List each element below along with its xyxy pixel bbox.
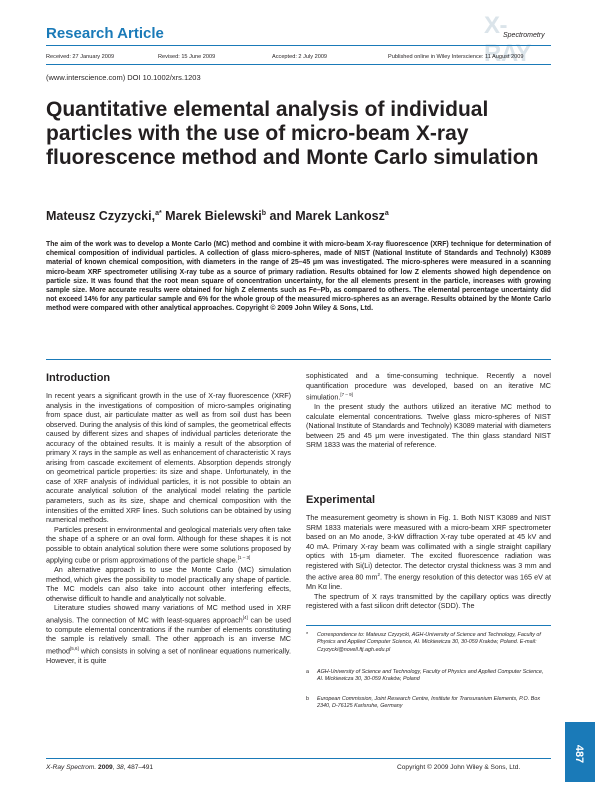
footnote-affiliation-b-text: European Commission, Joint Research Centre, Institute for Transuranium Elements, P.O. Box 2340, D-76125 Karlsruhe, Germany	[317, 696, 541, 710]
superscript: 2	[377, 572, 380, 578]
abstract-rule	[46, 359, 551, 360]
footer-volume: 38	[116, 764, 124, 771]
citation-ref: [1 – 3]	[237, 555, 251, 561]
journal-logo-mark: X-RAY	[484, 12, 531, 67]
introduction-body	[46, 391, 291, 665]
accepted-date: Accepted: 2 July 2009	[272, 54, 328, 60]
citation-ref: [5,6]	[69, 646, 79, 651]
column-2-body	[306, 371, 551, 450]
article-title: Quantitative elemental analysis of individual particles with the use of micro-beam X-ray fluorescence method and Monte Carlo simulation	[46, 98, 539, 169]
intro-paragraph-2	[46, 525, 291, 566]
author-list	[46, 209, 389, 223]
journal-logo-subtitle: Spectrometry	[503, 32, 545, 39]
footnote-marker: *	[306, 632, 309, 638]
intro-paragraph-2-text: Particles present in environmental and geological materials very often take the shape of a sphere or an oval form. Although for these shapes it is not possible to obtain analytical solution there were some solutions proposed by applying cube or prism approximations of the particle shape.	[46, 524, 291, 565]
footer-rule	[46, 758, 551, 759]
footnote-correspondence	[306, 632, 551, 662]
author-3-affil: a	[384, 209, 389, 217]
intro-paragraph-4-text-a: Literature studies showed many variations of MC method used in XRF analysis. The connection of MC with least-squares approach	[46, 603, 291, 625]
received-date: Received: 27 January 2009	[46, 54, 115, 60]
intro-paragraph-6: In the present study the authors utilized an iterative MC method to calculate elemental concentrations. Twelve glass micro-spheres of NIST (National Institute of Standards and Technoly) K3089 material with diameters between 25 and 45 μm were investigated. The thin glass standard NIST SRM 1833 was the material of reference.	[306, 402, 551, 450]
footer-journal: X-Ray Spectrom.	[46, 764, 97, 771]
page-number: 487	[573, 744, 586, 764]
footer-year: 2009	[98, 764, 113, 771]
footnote-correspondence-text: Correspondence to: Mateusz Czyzycki, AGH-University of Science and Technology, Faculty of Physics and Applied Computer Science, Al. Mickiewicza 30, 30-059 Kraków, Poland. E-mail: Czyzycki@novell.ftj.agh.edu.pl	[317, 632, 541, 653]
footnote-affiliation-a	[306, 669, 551, 689]
footnote-marker: b	[306, 696, 309, 702]
experimental-body	[306, 513, 551, 611]
experimental-paragraph-1-text-a: The measurement geometry is shown in Fig. 1. Both NIST K3089 and NIST SRM 1833 materials were measured with a micro-beam XRF spectrometer based on an Mo anode, 3-kW diffraction X-ray tube operated at 45 kV and 40 mA. Primary X-ray beam was collimated with a single straight capillary optics with 15-μm diameter. The excited fluorescence radiation was registered with Si(Li) detector. The detector crystal thickness was 3 mm and the active area 80 mm	[306, 513, 551, 582]
footer-copyright: Copyright © 2009 John Wiley & Sons, Ltd.	[397, 764, 521, 771]
header-rule	[46, 45, 551, 46]
footer-pages: , 487–491	[123, 764, 154, 771]
page-number-tab	[565, 722, 595, 782]
intro-paragraph-4	[46, 603, 291, 665]
footnote-affiliation-b	[306, 696, 551, 716]
author-1-affil: a*	[155, 209, 162, 217]
published-date: Published online in Wiley Interscience: 11 August 2009	[388, 54, 524, 60]
article-type-label: Research Article	[46, 25, 164, 42]
intro-paragraph-3: An alternative approach is to use the Monte Carlo (MC) simulation method, which gives the possibility to model practically any shape of particle. The MC models can also take into account other interfering effects, otherwise difficult to handle and analytically not solvable.	[46, 565, 291, 603]
experimental-paragraph-1-text-b: . The energy resolution of this detector was 165 eV at Mn Kα line.	[306, 572, 551, 592]
experimental-paragraph-2: The spectrum of X rays transmitted by the capillary optics was directly registered with a fast silicon drift detector (SDD). The	[306, 591, 551, 611]
doi-line: (www.interscience.com) DOI 10.1002/xrs.1203	[46, 73, 201, 82]
revised-date: Revised: 15 June 2009	[158, 54, 216, 60]
footnote-rule	[306, 625, 551, 626]
section-heading-introduction: Introduction	[46, 372, 111, 384]
footer-citation: X-Ray Spectrom. 2009, 38, 487–491	[46, 764, 154, 771]
intro-paragraph-4-text-c: which consists in solving a set of nonlinear equations numerically. However, it is quite	[46, 646, 291, 665]
citation-ref: [7 – 9]	[340, 392, 353, 398]
author-3: and Marek Lankosz	[266, 209, 385, 223]
intro-paragraph-1: In recent years a significant growth in the use of X-ray fluorescence (XRF) analysis in the investigations of composition of micro-samples originating from space dust, air particulate matter as well as from soil dust has been observed. During the analysis of this kind of samples, the geometrical effects caused by different sizes and shapes of individual particles deteriorate the accuracy of the obtained results. It is mainly a result of the absorption of primary X rays in the sample as well as enhancement of characteristic X rays arising from cascade excitement of elements. Absorption depends strongly on geometrical particle properties: its size and shape. Unfortunately, in the case of XRF analysis of individual particles, it is not possible to obtain an accurate analytical solution of the analytical model relating the particle parameters, such as its size, shape and chemical composition with the intensities of the emitted XRF lines. Such solutions can be obtained by using numerical methods.	[46, 391, 291, 525]
dates-rule	[46, 64, 551, 65]
citation-ref: [4]	[242, 614, 248, 620]
intro-paragraph-4-text-b: can be used to compute elemental concentrations if the number of elements constituting the sample is relatively small. The other approach is an inverse MC method	[46, 615, 291, 656]
experimental-paragraph-1	[306, 513, 551, 592]
author-2-affil: b	[261, 209, 267, 217]
intro-paragraph-5	[306, 371, 551, 402]
author-1: Mateusz Czyzycki,	[46, 209, 156, 223]
footnote-marker: a	[306, 669, 309, 675]
section-heading-experimental: Experimental	[306, 494, 376, 506]
intro-paragraph-5-text: sophisticated and a time-consuming technique. Recently a novel quantification procedure was developed, based on an iterative MC simulation.	[306, 371, 551, 402]
footnote-affiliation-a-text: AGH-University of Science and Technology, Faculty of Physics and Applied Computer Science, Al. Mickiewicza 30, 30-059 Kraków, Poland	[317, 669, 544, 683]
author-2: Marek Bielewski	[161, 209, 262, 223]
abstract: The aim of the work was to develop a Monte Carlo (MC) method and combine it with micro-beam X-ray fluorescence (XRF) technique for determination of chemical composition of individual particles. A collection of glass micro-spheres, made of NIST (National Institute of Standards and Technoly) K3089 material of known chemical composition, with diameters in the range of 25–45 μm was investigated. The micro-spheres were measured in a scanning micro-beam XRF spectrometer utilising X-ray tube as a source of primary radiation. Results obtained for low Z elements showed high dependence on particle size. It was found that the root mean square of concentration uncertainty, for the all elements present in the particle, increases with growing sample size. More accurate results were obtained for high Z elements such as Fe–Pb, as compared to others. The elemental percentage uncertainty did not exceed 14% for any particular sample and 6% for the whole group of the measured micro-spheres as an average. Results obtained by the Monte Carlo method were compared with other analytical approaches. Copyright © 2009 John Wiley & Sons, Ltd.	[46, 241, 551, 313]
journal-logo	[484, 12, 550, 67]
